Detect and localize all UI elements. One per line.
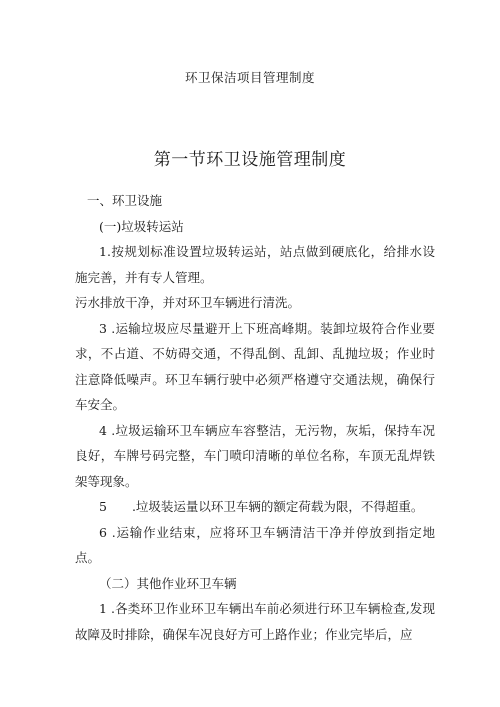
section-title: 第一节环卫设施管理制度	[153, 150, 347, 170]
paragraph: 3 .运输垃圾应尽量避开上下班高峰期。装卸垃圾符合作业要求，不占道、不妨碍交通，不得乱倒、乱卸、乱抛垃圾；作业时注意降低噪声。环卫车辆行驶中必须严格遵守交通法规，确保行车安全。	[75, 320, 435, 412]
document-title: 环卫保洁项目管理制度	[184, 70, 315, 85]
paragraph: 6 .运输作业结束，应将环卫车辆清洁干净并停放到指定地点。	[75, 524, 435, 565]
paragraph: 5 .垃圾装运量以环卫车辆的额定荷载为限，不得超重。	[99, 499, 424, 514]
paragraph: 4 .垃圾运输环卫车辆应车容整洁，无污物，灰垢，保持车况良好，车牌号码完整，车门喷印清晰的单位名称，车顶无乱焊铁架等现象。	[75, 422, 435, 489]
heading-level2: （二）其他作业环卫车辆	[99, 575, 237, 591]
paragraph: 污水排放干净，并对环卫车辆进行清洗。	[75, 295, 301, 310]
paragraph: 1.按规划标准设置垃圾转运站，站点做到硬底化，给排水设施完善，并有专人管理。	[75, 244, 435, 285]
paragraph: 1 .各类环卫作业环卫车辆出车前必须进行环卫车辆检查,发现故障及时排除，确保车况良好方可上路作业；作业完毕后，应	[75, 601, 435, 642]
heading-level1: 一、环卫设施	[87, 193, 163, 208]
heading-level2: (一)垃圾转运站	[99, 218, 184, 234]
document-body	[75, 188, 435, 647]
